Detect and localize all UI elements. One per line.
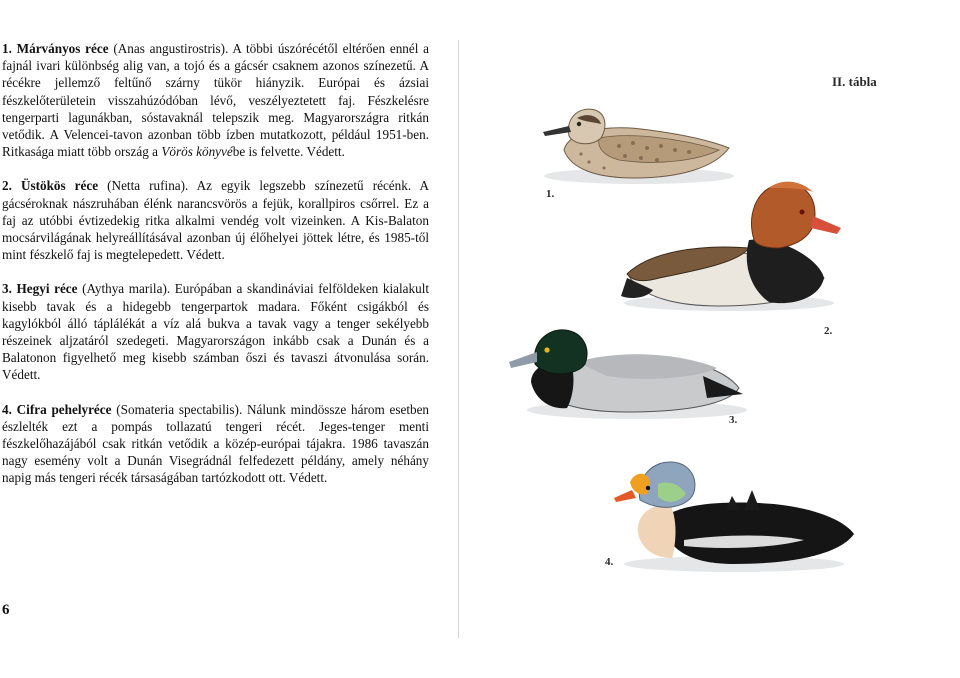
entry-name: Hegyi réce <box>16 281 78 297</box>
plate-label-4: 4. <box>605 556 614 568</box>
entry-name: Márványos réce <box>16 41 109 56</box>
greater-scaup-illustration <box>507 322 747 422</box>
species-entry-red-crested-pochard <box>2 177 429 263</box>
entry-number: 3. <box>2 281 12 297</box>
entry-latin: (Somateria spectabilis). <box>116 401 243 417</box>
entry-text: A többi úszórécétől eltérően ennél a fajnál ivari különbség alig van, a tojó és a gácsér csaknem azonos színezetű. A récékre jellemző feltűnő szárny tükör hiányzik. Európai és ázsiai fészkelőterületein visszahúzódóban lévő, veszélyeztetett faj. Fészkelésre tengerparti lagunákban, sóstavaknál telepszik meg. Magyarországra ritkán vetődik. A Velencei-tavon azonban több ízben mutatkozott, például 1951-ben. Ritkasága miatt több ország a <box>2 41 430 160</box>
red-crested-pochard-illustration <box>619 178 844 313</box>
species-entry-marbled-duck <box>2 40 429 160</box>
page-number: 6 <box>2 602 10 618</box>
entry-italic-term: Vörös könyvé <box>161 144 233 160</box>
entry-latin: (Aythya marila). <box>82 281 171 297</box>
entry-text: Az egyik legszebb színezetű récénk. A gácséroknak nászruhában élénk narancsvörös a fejük, korallpiros csőrrel. Ez a faj az utóbbi évtizedekig ritka alkalmi vendég volt vizeinken. A Kis-Balaton mocsárvilágának helyreállításával azonban új élőhelyei jöttek létre, és 1985-től mint fészkelő faj is megtelepedett. Védett. <box>2 178 429 263</box>
species-entry-greater-scaup <box>2 280 429 383</box>
illustration-plate <box>459 0 960 678</box>
marbled-duck-illustration <box>529 88 739 188</box>
king-eider-illustration <box>614 460 859 575</box>
species-entry-king-eider <box>2 401 429 487</box>
entry-latin: (Netta rufina). <box>107 178 189 194</box>
entry-name: Üstökös réce <box>20 178 99 194</box>
entry-latin: (Anas angustirostris). <box>113 41 229 56</box>
plate-label-3: 3. <box>729 414 738 426</box>
entry-number: 4. <box>2 401 12 417</box>
plate-label-1: 1. <box>546 188 555 200</box>
plate-title: II. tábla <box>832 74 877 89</box>
entry-text: Nálunk mindössze három esetben észlelték ezt a pompás tollazatú tengeri récét. Jeges-tenger menti fészkelőhazájából csak ritkán vetődik a közép-európai tájakra. 1986 tavaszán nagy esemény volt a Dunán Visegrádnál felfedezett példány, amely néhány napig más tengeri récék társaságában tartózkodott ott. Védett. <box>2 401 430 486</box>
entry-number: 2. <box>2 178 12 194</box>
species-text-column <box>2 40 429 504</box>
entry-name: Cifra pehelyréce <box>16 401 112 417</box>
entry-text: Európában a skandináviai felföldeken kialakult kisebb tavak és a hidegebb tengerpartok madara. Főként csigákból és kagylókból álló táplálékát a víz alá bukva a tavak vagy a tenger sekélyebb részeinek aljzatáról szedegeti. Magyarországon inkább csak a Dunán és a Balatonon figyelhető meg kisebb számban őszi és tavaszi átvonulása során. Védett. <box>2 281 430 383</box>
entry-number: 1. <box>2 41 12 56</box>
plate-label-2: 2. <box>824 325 833 337</box>
entry-text-end: be is felvette. Védett. <box>232 144 345 160</box>
